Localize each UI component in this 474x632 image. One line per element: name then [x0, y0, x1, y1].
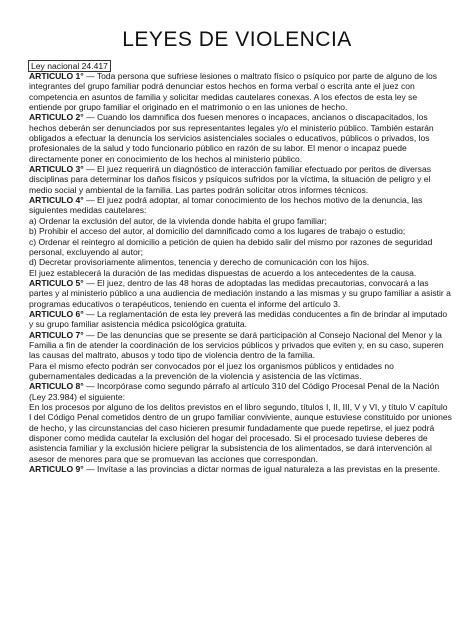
article-text: — De las denuncias que se presente se dará participación al Consejo Nacional del Menor y la Familia a fin de atender la coordinación de los servicios públicos y privados que eviten y, en su caso, superen las causas del maltrato, abusos y todo tipo de violencia dentro de la familia. — [29, 329, 444, 361]
article-paragraph — [29, 330, 452, 361]
article-heading: ARTICULO 8° — [29, 381, 84, 392]
article-text: — El juez requerirá un diagnóstico de interacción familiar efectuado por peritos de diversas disciplinas para determinar los daños físicos y psíquicos sufridos por la víctima, la situación de peligro y el medio social y ambiental de la familia. Las partes podrán solicitar otros informes técnicos. — [29, 164, 431, 195]
article-text: El juez establecerá la duración de las medidas dispuestas de acuerdo a los antecedentes de la causa. — [29, 267, 417, 278]
law-body — [29, 71, 452, 474]
paragraph — [29, 226, 452, 236]
article-text: — El juez podrá adoptar, al tomar conocimiento de los hechos motivo de la denuncia, las siguientes medidas cautelares: — [29, 195, 423, 216]
article-text: — Toda persona que sufriese lesiones o maltrato físico o psíquico por parte de alguno de los integrantes del grupo familiar podrá denunciar estos hechos en forma verbal o escrita ante el juez con competencia en asuntos de familia y solicitar medidas cautelares conexas. A los efectos de esta ley se entiende por grupo familiar el originado en el matrimonio o en las uniones de hecho. — [29, 71, 438, 113]
article-heading: ARTICULO 5° — [29, 277, 84, 288]
page-title: LEYES DE VIOLENCIA — [122, 28, 352, 51]
article-paragraph — [29, 71, 452, 112]
article-heading: ARTICULO 2° — [29, 112, 84, 123]
paragraph — [29, 257, 452, 267]
article-text: — Invítase a las provincias a dictar normas de igual naturaleza a las previstas en la presente. — [83, 464, 441, 475]
article-text: En los procesos por alguno de los delitos previstos en el libro segundo, títulos I, II, III, V y VI, y título V capítulo I del Código Penal cometidos dentro de un grupo familiar conviviente, aunque estuviese constituido por uniones de hecho, y las circunstancias del caso hicieren presumir fundadamente que puede repetirse, el juez podrá disponer como medida cautelar la exclusión del hogar del procesado. Si el procesado tuviese deberes de asistencia familiar y la exclusión hiciere peligrar la subsistencia de los alimentados, se dará intervención al asesor de menores para que se promuevan las acciones que correspondan. — [29, 402, 452, 464]
article-heading: ARTICULO 9° — [29, 464, 84, 475]
article-paragraph — [29, 278, 452, 309]
article-paragraph — [29, 195, 452, 216]
article-paragraph — [29, 381, 452, 402]
article-text: Para el mismo efecto podrán ser convocados por el juez los organismos públicos y entidades no gubernamentales dedicadas a la prevención de la violencia y asistencia de las víctimas. — [29, 360, 394, 381]
article-heading: ARTICULO 7° — [29, 329, 84, 340]
article-heading: ARTICULO 1° — [29, 71, 84, 81]
law-label: Ley nacional 24.417 — [28, 60, 111, 72]
paragraph — [29, 402, 452, 464]
article-text: — Incorpórase como segundo párrafo al artículo 310 del Código Procesal Penal de la Nación (Ley 23.984) el siguiente: — [29, 381, 440, 402]
article-paragraph — [29, 112, 452, 164]
paragraph — [29, 361, 452, 382]
paragraph — [29, 237, 452, 258]
article-text: a) Ordenar la exclusión del autor, de la vivienda donde habita el grupo familiar; — [29, 215, 327, 226]
article-paragraph — [29, 309, 452, 330]
article-text: — El juez, dentro de las 48 horas de adoptadas las medidas precautorias, convocará a las partes y al ministerio público a una audiencia de mediación instando a las mismas y su grupo familiar a asistir a programas educativos o terapéuticos, teniendo en cuenta el informe del artículo 3. — [29, 277, 451, 309]
article-text: b) Prohibir el acceso del autor, al domicilio del damnificado como a los lugares de trabajo o estudio; — [29, 226, 406, 237]
article-paragraph — [29, 464, 452, 474]
article-text: c) Ordenar el reintegro al domicilio a petición de quien ha debido salir del mismo por razones de seguridad personal, excluyendo al autor; — [29, 236, 433, 257]
article-text: — Cuando los damnifica dos fuesen menores o incapaces, ancianos o discapacitados, los hechos deberán ser denunciados por sus representantes legales y/o el ministerio público. También estarán obligados a efectuar la denuncia los servicios asistenciales sociales o educativos, públicos o privados, los profesionales de la salud y todo funcionario público en razón de su labor. El menor o incapaz puede directamente poner en conocimiento de los hechos al ministerio público. — [29, 112, 434, 164]
article-heading: ARTICULO 4° — [29, 195, 84, 206]
article-text: — La reglamentación de esta ley preverá las medidas conducentes a fin de brindar al imputado y su grupo familiar asistencia médica psicológica gratuita. — [29, 308, 448, 330]
article-heading: ARTICULO 6° — [29, 308, 84, 319]
paragraph — [29, 216, 452, 226]
article-heading: ARTICULO 3° — [29, 164, 84, 175]
paragraph — [29, 268, 452, 278]
article-paragraph — [29, 164, 452, 195]
article-text: d) Decretar provisoriamente alimentos, tenencia y derecho de comunicación con los hijos. — [29, 257, 370, 268]
